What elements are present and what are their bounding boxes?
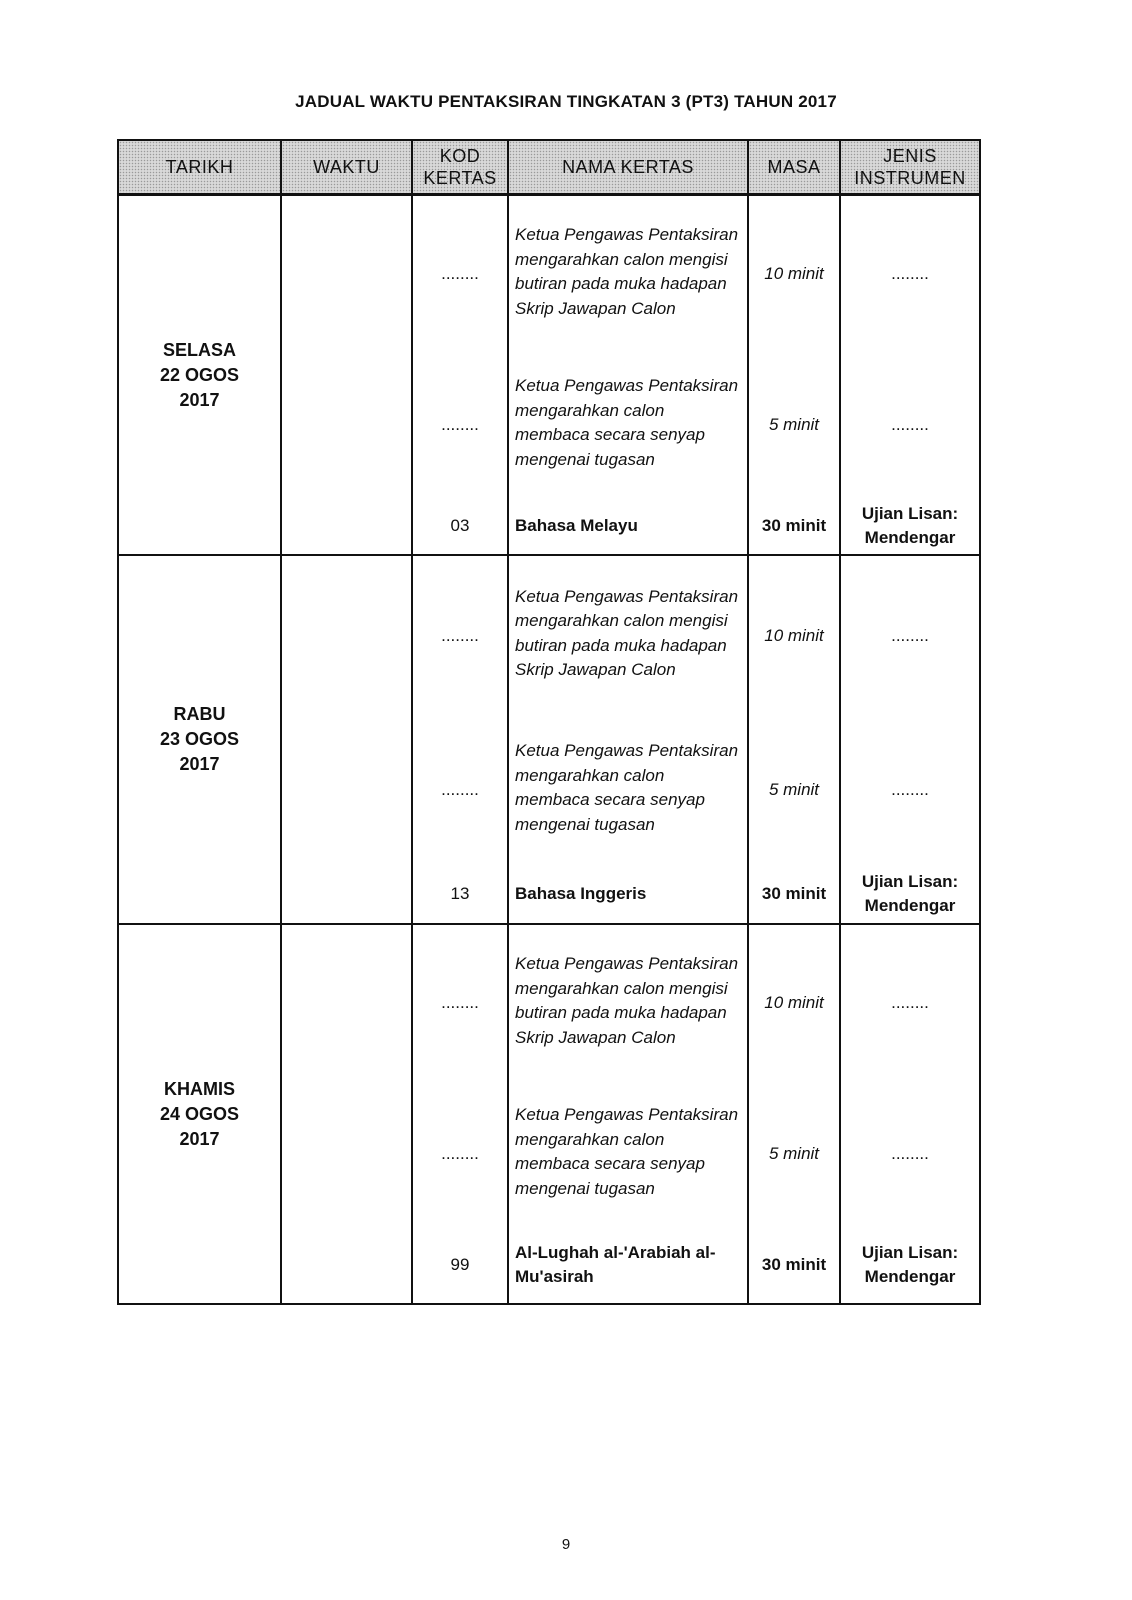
- header-kod-line2: KERTAS: [423, 168, 497, 188]
- nama-kertas: Bahasa Inggeris: [515, 884, 647, 903]
- masa: 30 minit: [761, 516, 827, 535]
- jenis-instrumen: [841, 1227, 979, 1303]
- masa: 5 minit: [768, 1144, 820, 1163]
- kod-kertas: ........: [441, 415, 479, 434]
- jenis-column: [840, 555, 980, 924]
- jenis-instrumen: [841, 1081, 979, 1227]
- masa: 30 minit: [761, 884, 827, 903]
- day-date: 24 OGOS: [159, 1103, 240, 1124]
- jenis-line1: ........: [891, 415, 929, 434]
- kod-column: [412, 195, 508, 556]
- nama-kertas: Bahasa Melayu: [515, 516, 638, 535]
- nama-kertas: Ketua Pengawas Pentaksiran mengarahkan calon mengisi butiran pada muka hadapan Skrip Jawapan Calon: [515, 225, 739, 318]
- waktu-cell: [281, 195, 412, 556]
- jenis-instrumen: [841, 715, 979, 865]
- nama-kertas: Ketua Pengawas Pentaksiran mengarahkan calon mengisi butiran pada muka hadapan Skrip Jawapan Calon: [515, 586, 739, 679]
- jenis-instrumen: [841, 196, 979, 352]
- day-date: 22 OGOS: [159, 364, 240, 385]
- jenis-line1: ........: [891, 1144, 929, 1163]
- nama-kertas: Ketua Pengawas Pentaksiran mengarahkan calon membaca secara senyap mengenai tugasan: [515, 741, 739, 834]
- header-jenis-line1: JENIS: [883, 146, 937, 166]
- day-year: 2017: [179, 389, 220, 410]
- page-title: JADUAL WAKTU PENTAKSIRAN TINGKATAN 3 (PT3) TAHUN 2017: [295, 92, 837, 111]
- kod-kertas: ........: [441, 993, 479, 1012]
- header-masa: MASA: [748, 140, 840, 195]
- masa-column: [748, 924, 840, 1304]
- nama-kertas: Al-Lughah al-'Arabiah al-Mu'asirah: [515, 1243, 716, 1286]
- jenis-line2: Mendengar: [864, 528, 956, 547]
- jenis-column: [840, 924, 980, 1304]
- kod-kertas: 03: [450, 516, 470, 535]
- kod-kertas: 99: [450, 1255, 470, 1274]
- day-year: 2017: [179, 754, 220, 774]
- kod-kertas: ........: [441, 1144, 479, 1163]
- header-jenis-instrumen: [840, 140, 980, 195]
- jenis-line2: Mendengar: [864, 896, 956, 915]
- jenis-column: [840, 195, 980, 556]
- day-name: KHAMIS: [164, 1078, 235, 1099]
- header-kod-line1: KOD: [439, 146, 481, 166]
- masa: 10 minit: [764, 993, 824, 1012]
- nama-column: [508, 924, 748, 1304]
- waktu-cell: [281, 924, 412, 1304]
- header-waktu: WAKTU: [281, 140, 412, 195]
- day-name: RABU: [173, 704, 226, 724]
- jenis-line1: Ujian Lisan:: [861, 504, 959, 523]
- tarikh-cell: [118, 195, 281, 556]
- jenis-line1: ........: [891, 993, 929, 1012]
- header-kod-kertas: [412, 140, 508, 195]
- nama-kertas: Ketua Pengawas Pentaksiran mengarahkan calon membaca secara senyap mengenai tugasan: [515, 376, 739, 469]
- masa: 10 minit: [764, 625, 824, 645]
- day-block: [118, 924, 980, 1304]
- kod-column: [412, 924, 508, 1304]
- day-name: SELASA: [162, 339, 236, 360]
- kod-kertas: ........: [441, 625, 479, 645]
- jenis-instrumen: [841, 498, 979, 554]
- header-tarikh: TARIKH: [118, 140, 281, 195]
- kod-column: [412, 555, 508, 924]
- day-block: [118, 195, 980, 556]
- jenis-line1: ........: [891, 780, 929, 799]
- schedule-body: [118, 195, 980, 1305]
- tarikh-cell: [118, 555, 281, 924]
- masa: 30 minit: [761, 1255, 827, 1274]
- jenis-instrumen: [841, 925, 979, 1081]
- masa: 5 minit: [768, 415, 820, 434]
- masa-column: [748, 195, 840, 556]
- jenis-line2: Mendengar: [864, 1267, 956, 1286]
- masa: 5 minit: [768, 780, 820, 799]
- jenis-line1: Ujian Lisan:: [861, 1243, 959, 1262]
- waktu-cell: [281, 555, 412, 924]
- header-nama-kertas: NAMA KERTAS: [508, 140, 748, 195]
- kod-kertas: ........: [441, 264, 479, 283]
- header-row: [118, 140, 980, 195]
- jenis-instrumen: [841, 352, 979, 498]
- day-year: 2017: [179, 1128, 220, 1149]
- masa: 10 minit: [764, 264, 824, 283]
- nama-column: [508, 195, 748, 556]
- nama-kertas: Ketua Pengawas Pentaksiran mengarahkan calon mengisi butiran pada muka hadapan Skrip Jawapan Calon: [515, 954, 739, 1047]
- kod-kertas: ........: [441, 780, 479, 799]
- page-number: 9: [561, 1536, 571, 1553]
- kod-kertas: 13: [450, 884, 470, 903]
- jenis-line1: ........: [891, 264, 929, 283]
- jenis-line1: ........: [891, 625, 929, 645]
- exam-schedule-table: [117, 139, 981, 1305]
- day-block: [118, 555, 980, 924]
- nama-kertas: Ketua Pengawas Pentaksiran mengarahkan calon membaca secara senyap mengenai tugasan: [515, 1105, 739, 1198]
- jenis-instrumen: [841, 556, 979, 715]
- jenis-instrumen: [841, 865, 979, 923]
- masa-column: [748, 555, 840, 924]
- day-date: 23 OGOS: [159, 729, 240, 749]
- jenis-line1: Ujian Lisan:: [861, 872, 959, 891]
- tarikh-cell: [118, 924, 281, 1304]
- nama-column: [508, 555, 748, 924]
- header-jenis-line2: INSTRUMEN: [854, 168, 966, 188]
